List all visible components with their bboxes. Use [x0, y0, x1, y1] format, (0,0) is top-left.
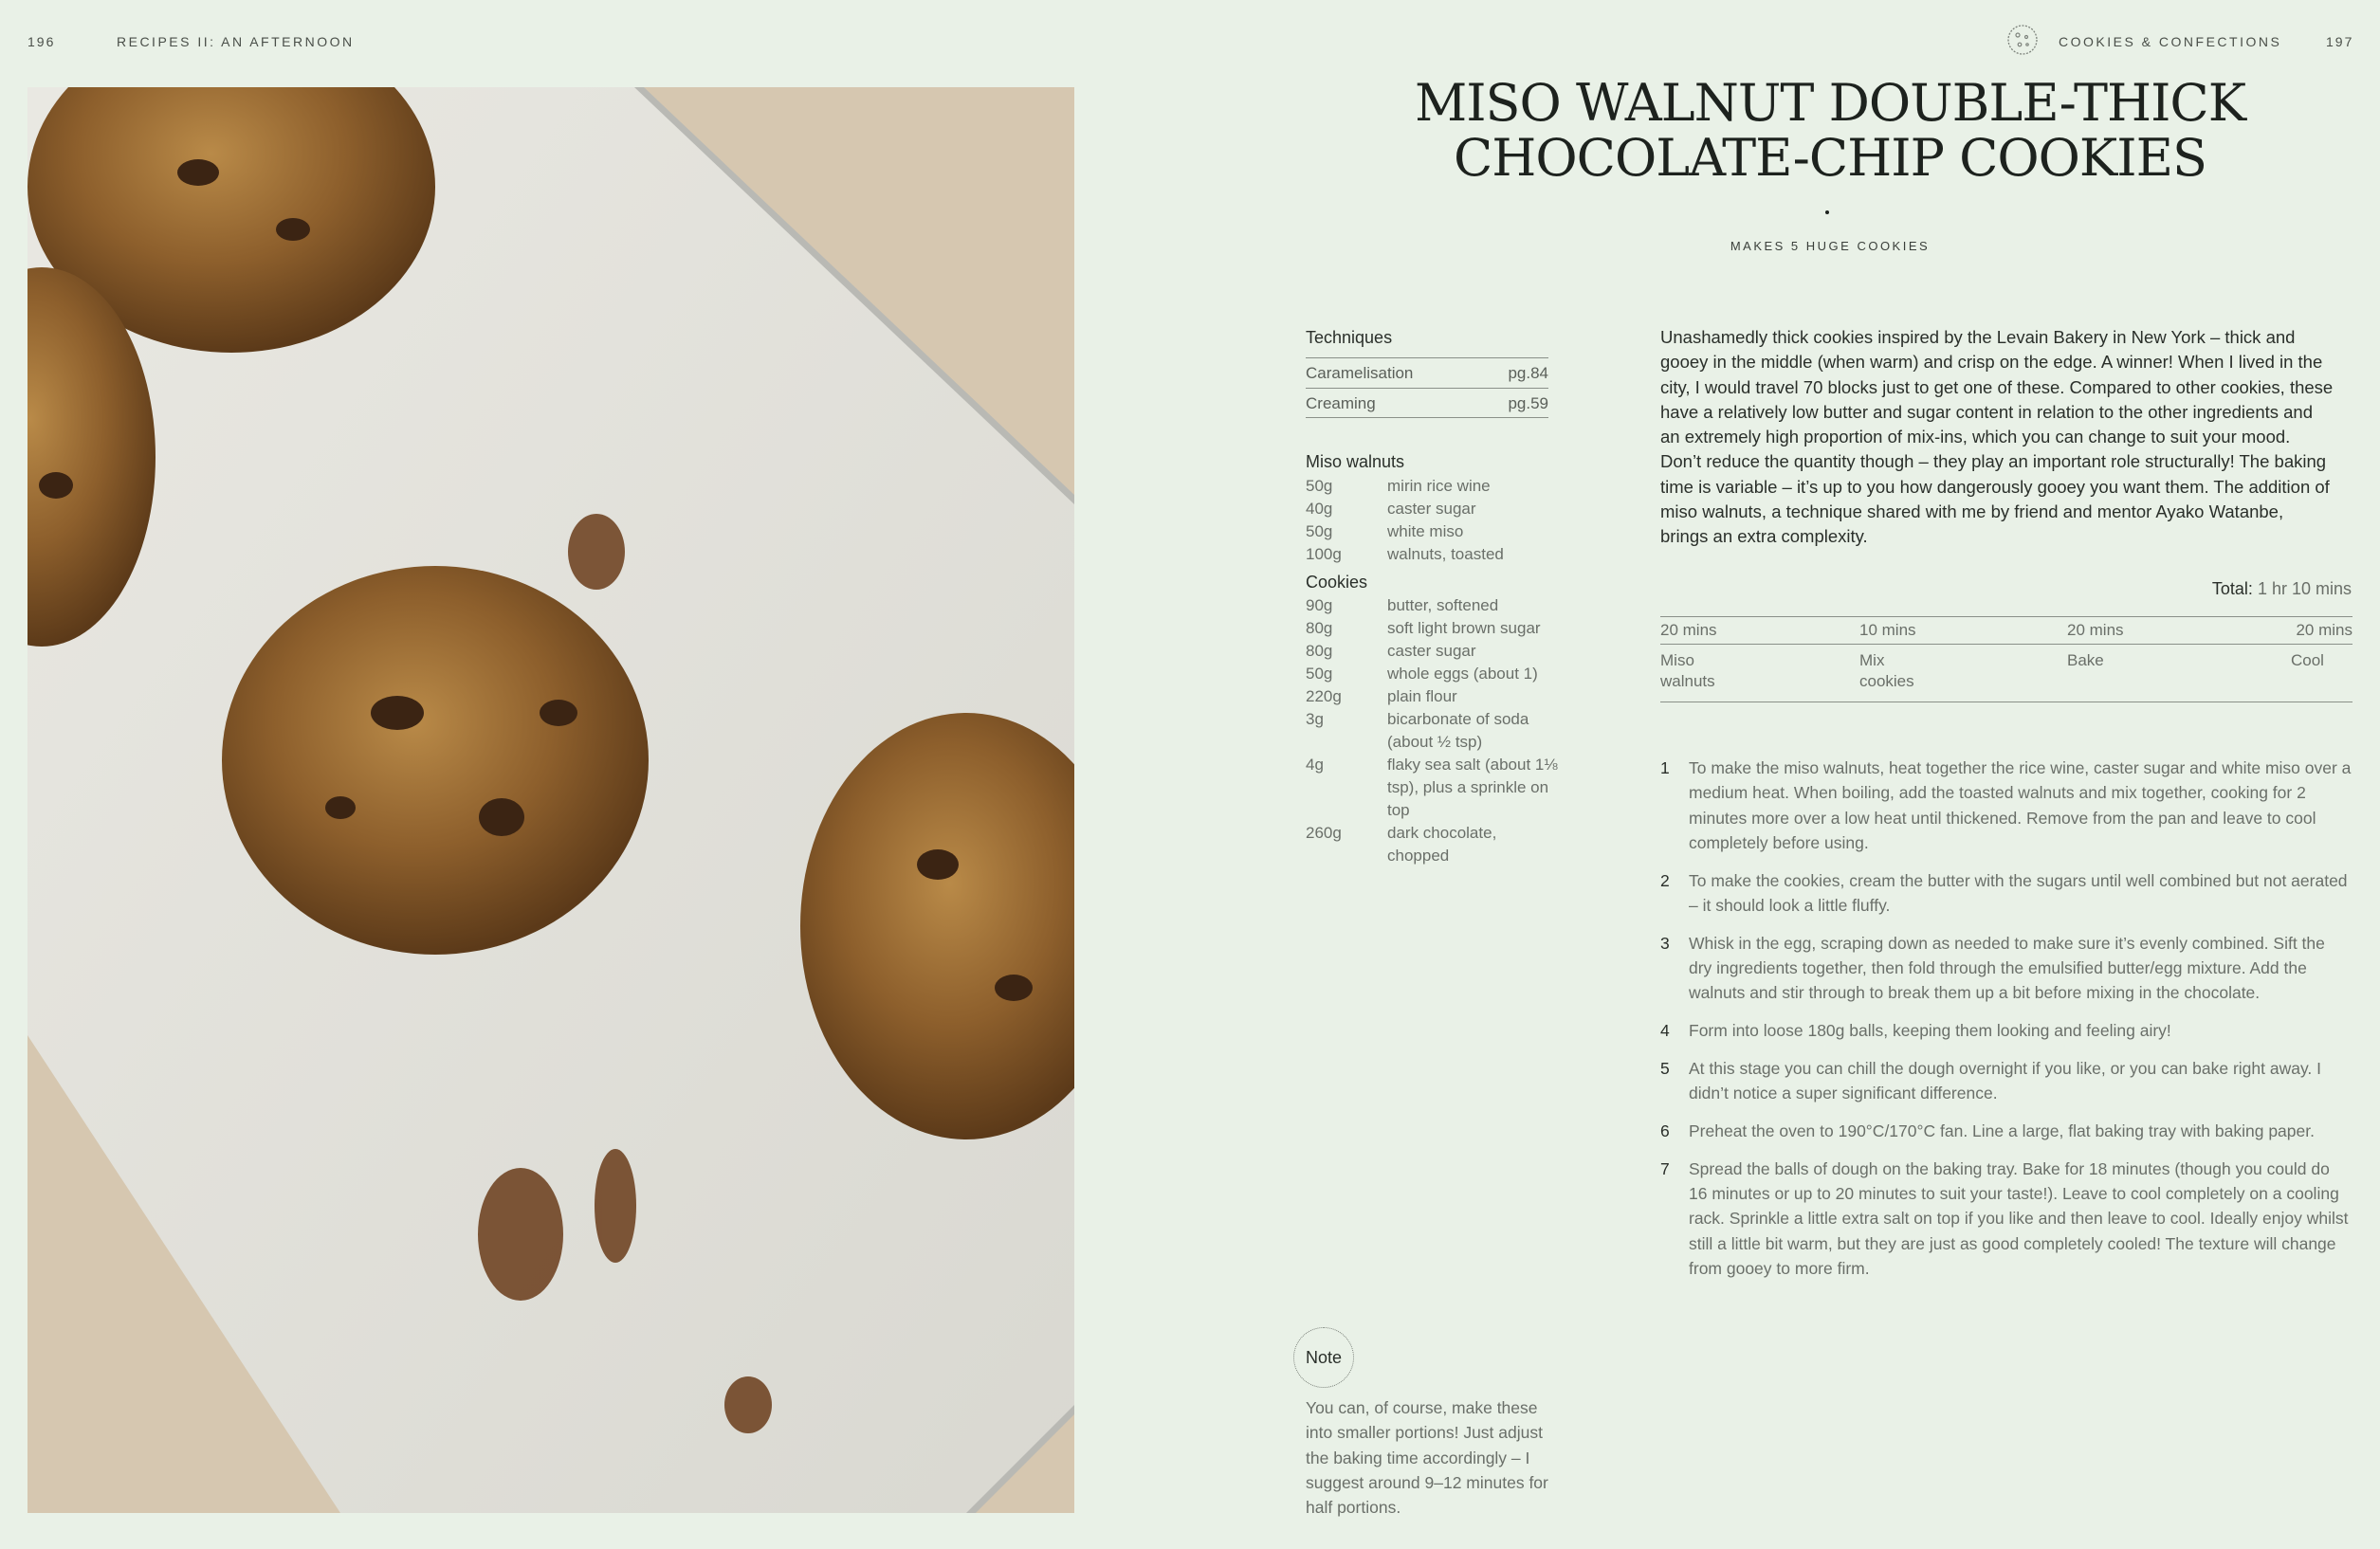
ingredient-qty: 50g: [1306, 477, 1333, 495]
stage-label-line: walnuts: [1660, 672, 1715, 690]
step-number: 5: [1660, 1058, 1670, 1078]
method-step: [1660, 1157, 2353, 1281]
total-time-label: Total:: [2211, 579, 2253, 598]
ingredient-qty: 80g: [1306, 619, 1333, 637]
ingredient-name: walnuts, toasted: [1387, 545, 1504, 563]
ingredient-qty: 260g: [1306, 824, 1342, 842]
method-steps: [1660, 756, 2353, 1294]
technique-page: pg.59: [1508, 393, 1548, 412]
title-divider-dot: [1825, 210, 1829, 214]
ingredient-name: plain flour: [1387, 687, 1457, 705]
recipe-title: [1309, 73, 2352, 188]
step-number: 4: [1660, 1021, 1670, 1041]
technique-row: [1306, 388, 1548, 418]
stage-time: 20 mins: [1660, 621, 1717, 639]
timing-rule-mid: [1660, 644, 2353, 645]
ingredient-qty: 90g: [1306, 596, 1333, 614]
step-text: Preheat the oven to 190°C/170°C fan. Line a large, flat baking tray with baking paper.: [1689, 1121, 2315, 1141]
total-time-value: 1 hr 10 mins: [2257, 579, 2352, 598]
stage-label-line: Mix: [1859, 651, 1885, 669]
ingredient-group-heading: Miso walnuts: [1306, 452, 1405, 471]
step-number: 6: [1660, 1121, 1670, 1141]
stage-label-line: Bake: [2067, 651, 2104, 669]
ingredient-qty: 3g: [1306, 710, 1324, 728]
stage-label-line: cookies: [1859, 672, 1914, 690]
recipe-title-line-1: MISO WALNUT DOUBLE-THICK: [1414, 73, 2246, 133]
right-page-number: 197: [2326, 34, 2354, 49]
stage-label: [1859, 650, 1914, 692]
stage-time: 10 mins: [1859, 621, 1916, 639]
timing-rule-top: [1660, 616, 2353, 617]
right-running-header: COOKIES & CONFECTIONS: [2059, 34, 2282, 49]
total-time: [1991, 579, 2352, 599]
ingredient-name: caster sugar: [1387, 500, 1476, 518]
ingredient-qty: 50g: [1306, 665, 1333, 683]
step-text: Spread the balls of dough on the baking tray. Bake for 18 minutes (though you could do 16 minutes or up to 20 minutes to suit your taste!). Leave to cool completely on a cooling rack. Sprinkle a little extra salt on top if you like and then leave to cool. Ideally enjoy whilst still a little bit warm, but they are just as good completely cooled! The texture will change from gooey to more firm.: [1689, 1158, 2349, 1279]
stage-label-line: Miso: [1660, 651, 1694, 669]
note-text: You can, of course, make these into smaller portions! Just adjust the baking time accordingly – I suggest around 9–12 minutes for half portions.: [1306, 1398, 1548, 1518]
method-step: [1660, 931, 2353, 1006]
ingredient-qty: 50g: [1306, 522, 1333, 540]
cookie-photo: [27, 87, 1074, 1513]
ingredient-qty: 80g: [1306, 642, 1333, 660]
recipe-title-line-2: CHOCOLATE-CHIP COOKIES: [1453, 128, 2207, 188]
step-number: 2: [1660, 870, 1670, 890]
method-step: [1660, 1119, 2353, 1143]
stage-label: [2291, 650, 2324, 671]
method-step: [1660, 1056, 2353, 1106]
ingredient-qty: 100g: [1306, 545, 1342, 563]
step-number: 7: [1660, 1158, 1670, 1178]
note-badge: [1293, 1327, 1354, 1388]
cookie-icon: [2006, 24, 2039, 56]
ingredient-name: white miso: [1387, 522, 1464, 540]
ingredient-name: flaky sea salt (about 1⅛ tsp), plus a sprinkle on top: [1387, 756, 1558, 819]
method-step: [1660, 868, 2353, 919]
ingredient-qty: 40g: [1306, 500, 1333, 518]
ingredient-qty: 4g: [1306, 756, 1324, 774]
recipe-intro: Unashamedly thick cookies inspired by the Levain Bakery in New York – thick and gooey in the middle (when warm) and crisp on the edge. A winner! When I lived in the city, I would travel 70 blocks just to get one of these. Compared to other cookies, these have a relatively low butter and sugar content in relation to the other ingredients and an extremely high proportion of mix-ins, which you can change to suit your mood. Don’t reduce the quantity though – they play an important role structurally! The baking time is variable – it’s up to you how dangerously gooey you want them. The addition of miso walnuts, a technique shared with me by friend and mentor Ayako Watanbe, brings an extra complexity.: [1660, 327, 2334, 547]
ingredient-name: bicarbonate of soda (about ½ tsp): [1387, 710, 1529, 751]
stage-label: [1660, 650, 1715, 692]
ingredient-name: caster sugar: [1387, 642, 1476, 660]
step-text: To make the cookies, cream the butter with the sugars until well combined but not aerated – it should look a little fluffy.: [1689, 870, 2348, 915]
stage-label: [2067, 650, 2104, 671]
ingredient-name: mirin rice wine: [1387, 477, 1491, 495]
step-text: Whisk in the egg, scraping down as needed to make sure it’s evenly combined. Sift the dry ingredients together, then fold through the emulsified butter/egg mixture. Add the walnuts and stir through to break them up a bit before mixing in the chocolate.: [1689, 933, 2325, 1003]
technique-name: Creaming: [1306, 393, 1376, 412]
step-text: At this stage you can chill the dough overnight if you like, or you can bake right away. I didn’t notice a super significant difference.: [1689, 1058, 2321, 1103]
technique-page: pg.84: [1508, 363, 1548, 382]
ingredient-name: dark chocolate, chopped: [1387, 824, 1497, 865]
techniques-heading: Techniques: [1306, 328, 1393, 347]
ingredient-qty: 220g: [1306, 687, 1342, 705]
step-number: 3: [1660, 933, 1670, 953]
ingredient-name: whole eggs (about 1): [1387, 665, 1538, 683]
stage-time: 20 mins: [2296, 621, 2353, 639]
note-label: Note: [1305, 1347, 1343, 1367]
technique-name: Caramelisation: [1306, 363, 1414, 382]
step-text: To make the miso walnuts, heat together the rice wine, caster sugar and white miso over a medium heat. When boiling, add the toasted walnuts and mix together, cooking for 2 minutes more over a low heat until thickened. Remove from the pan and leave to cool completely before using.: [1689, 758, 2352, 852]
recipe-yield: MAKES 5 HUGE COOKIES: [1730, 239, 1931, 253]
technique-row: [1306, 357, 1548, 388]
stage-label-line: Cool: [2291, 651, 2324, 669]
method-step: [1660, 1018, 2353, 1043]
step-number: 1: [1660, 758, 1670, 777]
left-running-header: RECIPES II: AN AFTERNOON: [117, 34, 355, 49]
method-step: [1660, 756, 2353, 855]
ingredient-name: soft light brown sugar: [1387, 619, 1541, 637]
step-text: Form into loose 180g balls, keeping them looking and feeling airy!: [1689, 1021, 2171, 1041]
ingredient-name: butter, softened: [1387, 596, 1499, 614]
techniques-rule: [1306, 417, 1548, 418]
stage-time: 20 mins: [2067, 621, 2124, 639]
ingredient-group-heading: Cookies: [1306, 573, 1368, 592]
left-page-number: 196: [27, 34, 56, 49]
